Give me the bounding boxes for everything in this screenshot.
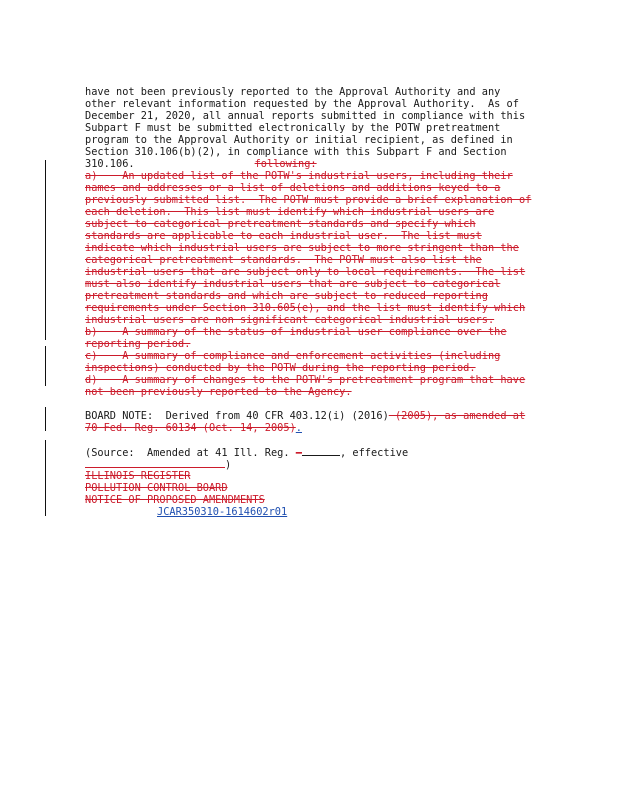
body-text-line bbox=[85, 158, 317, 170]
deleted-line: c) A summary of compliance and enforcement activities (including bbox=[85, 350, 501, 362]
board-note bbox=[85, 410, 525, 422]
deleted-line: must also identify industrial users that are subject to categorical bbox=[85, 278, 501, 290]
body-text-line: December 21, 2020, all annual reports submitted in compliance with this bbox=[85, 110, 526, 122]
deleted-line: requirements under Section 310.605(e), and the list must identify which bbox=[85, 302, 526, 314]
body-text-line: Section 310.106(b)(2), in compliance with this Subpart F and Section bbox=[85, 146, 507, 158]
deleted-line: pretreatment standards and which are subject to reduced reporting bbox=[85, 290, 488, 302]
change-bar bbox=[45, 160, 46, 340]
deleted-text: 70 Fed. Reg. 60134 (Oct. 14, 2005) bbox=[85, 422, 296, 434]
deleted-line: names and addresses or a list of deletions and additions keyed to a bbox=[85, 182, 501, 194]
deleted-line: previously submitted list. The POTW must provide a brief explanation of bbox=[85, 194, 532, 206]
change-bar bbox=[45, 346, 46, 386]
deleted-header-line: ILLINOIS REGISTER bbox=[85, 470, 191, 482]
body-text-line: Subpart F must be submitted electronically by the POTW pretreatment bbox=[85, 122, 501, 134]
deleted-line: indicate which industrial users are subject to more stringent than the bbox=[85, 242, 519, 254]
body-text-line: have not been previously reported to the Approval Authority and any bbox=[85, 86, 501, 98]
blank-underline bbox=[85, 458, 225, 468]
deleted-line: standards are applicable to each industrial user. The list must bbox=[85, 230, 482, 242]
deleted-line: industrial users are non significant categorical industrial users. bbox=[85, 314, 495, 326]
deleted-line: subject to categorical pretreatment standards and specify which bbox=[85, 218, 476, 230]
reference-code: JCAR350310-1614602r01 bbox=[157, 506, 288, 518]
deleted-line: categorical pretreatment standards. The POTW must also list the bbox=[85, 254, 482, 266]
source-prefix: (Source: Amended at 41 Ill. Reg. bbox=[85, 447, 296, 459]
deleted-line: b) A summary of the status of industrial user compliance over the bbox=[85, 326, 507, 338]
change-bar bbox=[45, 407, 46, 431]
deleted-line: not been previously reported to the Agency. bbox=[85, 386, 352, 398]
body-text-line: other relevant information requested by the Approval Authority. As of bbox=[85, 98, 519, 110]
board-note bbox=[85, 422, 302, 434]
deleted-line: d) A summary of changes to the POTW's pretreatment program that have bbox=[85, 374, 526, 386]
deleted-header-line: NOTICE OF PROPOSED AMENDMENTS bbox=[85, 494, 265, 506]
body-text-line: program to the Approval Authority or initial recipient, as defined in bbox=[85, 134, 513, 146]
deleted-line: inspections) conducted by the POTW during the reporting period. bbox=[85, 362, 476, 374]
deleted-text: — bbox=[295, 447, 302, 459]
deleted-text: (2005), as amended at bbox=[388, 410, 526, 422]
deleted-line: each deletion. This list must identify which industrial users are bbox=[85, 206, 495, 218]
intro-last-text: 310.106. bbox=[85, 158, 135, 170]
board-note-text: BOARD NOTE: Derived from 40 CFR 403.12(i) (2016) bbox=[85, 410, 389, 422]
deleted-header-line: POLLUTION CONTROL BOARD bbox=[85, 482, 228, 494]
blank-underline bbox=[302, 446, 340, 456]
source-close: ) bbox=[225, 459, 232, 471]
source-suffix: , effective bbox=[339, 447, 409, 459]
inserted-text: . bbox=[295, 422, 302, 434]
change-bar bbox=[45, 440, 46, 516]
deleted-line: a) An updated list of the POTW's industrial users, including their bbox=[85, 170, 513, 182]
deleted-line: reporting period. bbox=[85, 338, 191, 350]
deleted-text: following: bbox=[254, 158, 317, 170]
deleted-line: industrial users that are subject only to local requirements. The list bbox=[85, 266, 526, 278]
